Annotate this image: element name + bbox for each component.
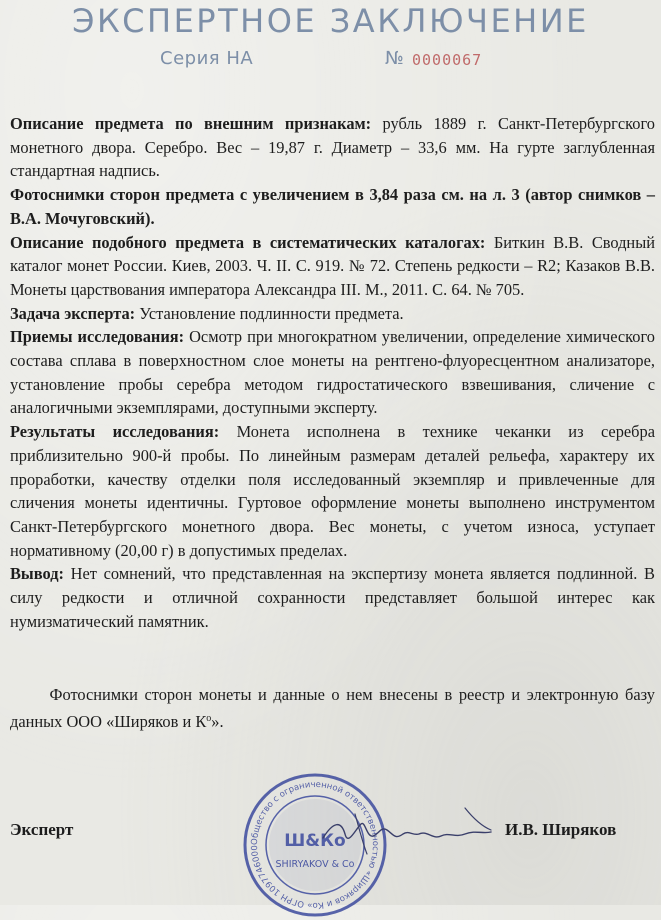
section-conclusion bbox=[10, 562, 655, 633]
section-text: рубль 1889 г. Санкт-Петербургского монетного двора. Серебро. Вес – 19,87 г. Диаметр – 33,6 мм. На гурте заглубленная стандартная надпись. bbox=[10, 114, 655, 181]
stamp-ring-text: Общество с ограниченной ответственностью «Ширяков и Ко» ОГРН 1097746000 bbox=[249, 779, 381, 911]
registry-note-end: ». bbox=[211, 711, 224, 731]
section-heading: Описание предмета по внешним признакам: bbox=[10, 114, 372, 133]
section-text: Установление подлинности предмета. bbox=[135, 303, 404, 323]
section-heading: Задача эксперта: bbox=[10, 303, 136, 323]
registry-note-superscript: о bbox=[206, 712, 212, 724]
certificate-number: 0000067 bbox=[412, 51, 483, 69]
section-heading: Фотоснимки сторон предмета с увеличением в 3,84 раза см. на л. 3 (автор снимков – В.А. Мочуговский). bbox=[10, 185, 655, 228]
section-task bbox=[10, 302, 655, 326]
series-label: Серия НА bbox=[160, 48, 254, 69]
certificate-body bbox=[10, 112, 655, 633]
registry-note-text: Фотоснимки сторон монеты и данные о нем внесены в реестр и электронную базу данных ООО «Ширяков и К bbox=[10, 685, 655, 731]
section-text: Биткин В.В. Сводный каталог монет России. Киев, 2003. Ч. II. С. 919. № 72. Степень редкости – R2; Казаков В.В. Монеты царствования императора Александра III. М., 2011. С. 64. № 705. bbox=[10, 232, 655, 299]
section-description bbox=[10, 112, 655, 183]
signature bbox=[315, 800, 515, 860]
section-results bbox=[10, 420, 655, 562]
section-photos bbox=[10, 183, 655, 230]
expert-name: И.В. Ширяков bbox=[505, 820, 617, 839]
section-text: Монета исполнена в технике чеканки из серебра приблизительно 900-й пробы. По линейным размерам деталей рельефа, характеру их проработки, качеству отделки поля исследованный экземпляр и привлеченные для сличения монеты идентичны. Гуртовое оформление монеты выполнено инструментом Санкт-Петербургского монетного двора. Вес монеты, с учетом износа, уступает нормативному (20,00 г) в допустимых пределах. bbox=[10, 422, 655, 560]
document-title: ЭКСПЕРТНОЕ ЗАКЛЮЧЕНИЕ bbox=[72, 2, 589, 40]
section-heading: Результаты исследования: bbox=[10, 422, 220, 442]
expert-label: Эксперт bbox=[10, 820, 74, 839]
section-methods bbox=[10, 325, 655, 420]
section-text: Нет сомнений, что представленная на экспертизу монета является подлинной. В силу редкости и отличной сохранности представляет большой интерес как нумизматический памятник. bbox=[10, 564, 655, 631]
stamp-logo-text: Ш&Ко bbox=[284, 831, 346, 851]
section-heading: Описание подобного предмета в систематических каталогах: bbox=[10, 232, 486, 252]
stamp-center-text: SHIRYAKOV & Co bbox=[275, 859, 355, 870]
section-catalogs bbox=[10, 231, 655, 302]
section-heading: Вывод: bbox=[10, 564, 64, 584]
section-text: Осмотр при многократном увеличении, определение химического состава сплава в поверхностном слое монеты на рентгено-флуоресцентном анализаторе, установление пробы серебра методом гидростатического взвешивания, сличение с аналогичными экземплярами, доступными эксперту. bbox=[10, 327, 655, 418]
number-sign: № bbox=[385, 48, 404, 69]
registry-note bbox=[10, 683, 655, 733]
section-heading: Приемы исследования: bbox=[10, 327, 185, 347]
